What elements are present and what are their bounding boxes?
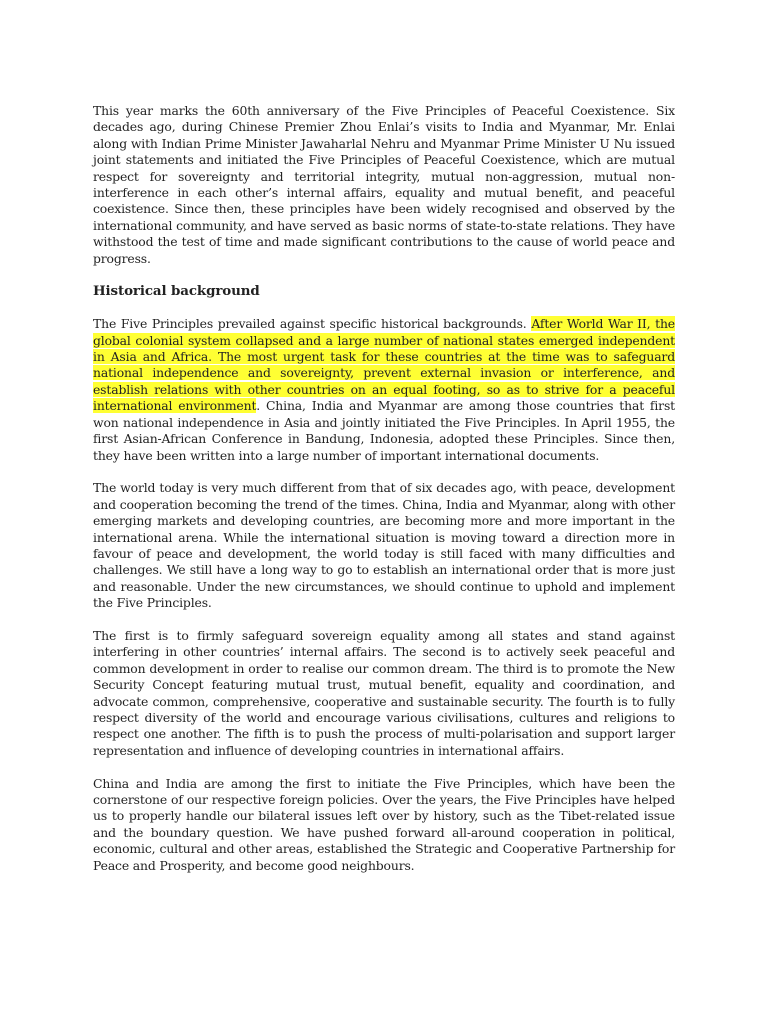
china-india-paragraph: China and India are among the first to initiate the Five Principles, which have been the cornerstone of our respective foreign policies. Over the years, the Five Principles have helped us to properly handle our bilateral issues left over by history, such as the Tibet-related issue and the boundary question. We have pushed forward all-around cooperation in political, economic, cultural and other areas, established the Strategic and Cooperative Partnership for Peace and Prosperity, and become good neighbours. — [93, 775, 675, 873]
background-text-before: The Five Principles prevailed against specific historical backgrounds. — [93, 316, 532, 332]
today-paragraph: The world today is very much different from that of six decades ago, with peace, development and cooperation becoming the trend of the times. China, India and Myanmar, along with other emerging markets and developing countries, are becoming more and more important in the international arena. While the international situation is moving toward a direction more in favour of peace and development, the world today is still faced with many difficulties and challenges. We still have a long way to go to establish an international order that is more just and reasonable. Under the new circumstances, we should continue to uphold and implement the Five Principles. — [93, 480, 675, 611]
background-paragraph — [93, 316, 675, 464]
section-heading: Historical background — [93, 283, 260, 300]
principles-paragraph: The first is to firmly safeguard sovereign equality among all states and stand against interfering in other countries’ internal affairs. The second is to actively seek peaceful and common development in order to realise our common dream. The third is to promote the New Security Concept featuring mutual trust, mutual benefit, equality and coordination, and advocate common, comprehensive, cooperative and sustainable security. The fourth is to fully respect diversity of the world and encourage various civilisations, cultures and religions to respect one another. The fifth is to push the process of multi-polarisation and support larger representation and influence of developing countries in international affairs. — [93, 627, 675, 758]
intro-paragraph: This year marks the 60th anniversary of the Five Principles of Peaceful Coexistence. Six decades ago, during Chinese Premier Zhou Enlai’s visits to India and Myanmar, Mr. Enlai along with Indian Prime Minister Jawaharlal Nehru and Myanmar Prime Minister U Nu issued joint statements and initiated the Five Principles of Peaceful Coexistence, which are mutual respect for sovereignty and territorial integrity, mutual non-aggression, mutual non-interference in each other’s internal affairs, equality and mutual benefit, and peaceful coexistence. Since then, these principles have been widely recognised and observed by the international community, and have served as basic norms of state-to-state relations. They have withstood the test of time and made significant contributions to the cause of world peace and progress. — [93, 103, 675, 266]
background-text-after: . China, India and Myanmar are among those countries that first won national independence in Asia and jointly initiated the Five Principles. In April 1955, the first Asian-African Conference in Bandung, Indonesia, adopted these Principles. Since then, they have been written into a large number of important international documents. — [93, 398, 675, 463]
document-page — [93, 103, 675, 890]
highlighted-text: After World War II, the global colonial system collapsed and a large number of national states emerged independent in Asia and Africa. The most urgent task for these countries at the time was to safeguard national independence and sovereignty, prevent external invasion or interference, and establish relations with other countries on an equal footing, so as to strive for a peaceful international environment — [93, 316, 675, 414]
